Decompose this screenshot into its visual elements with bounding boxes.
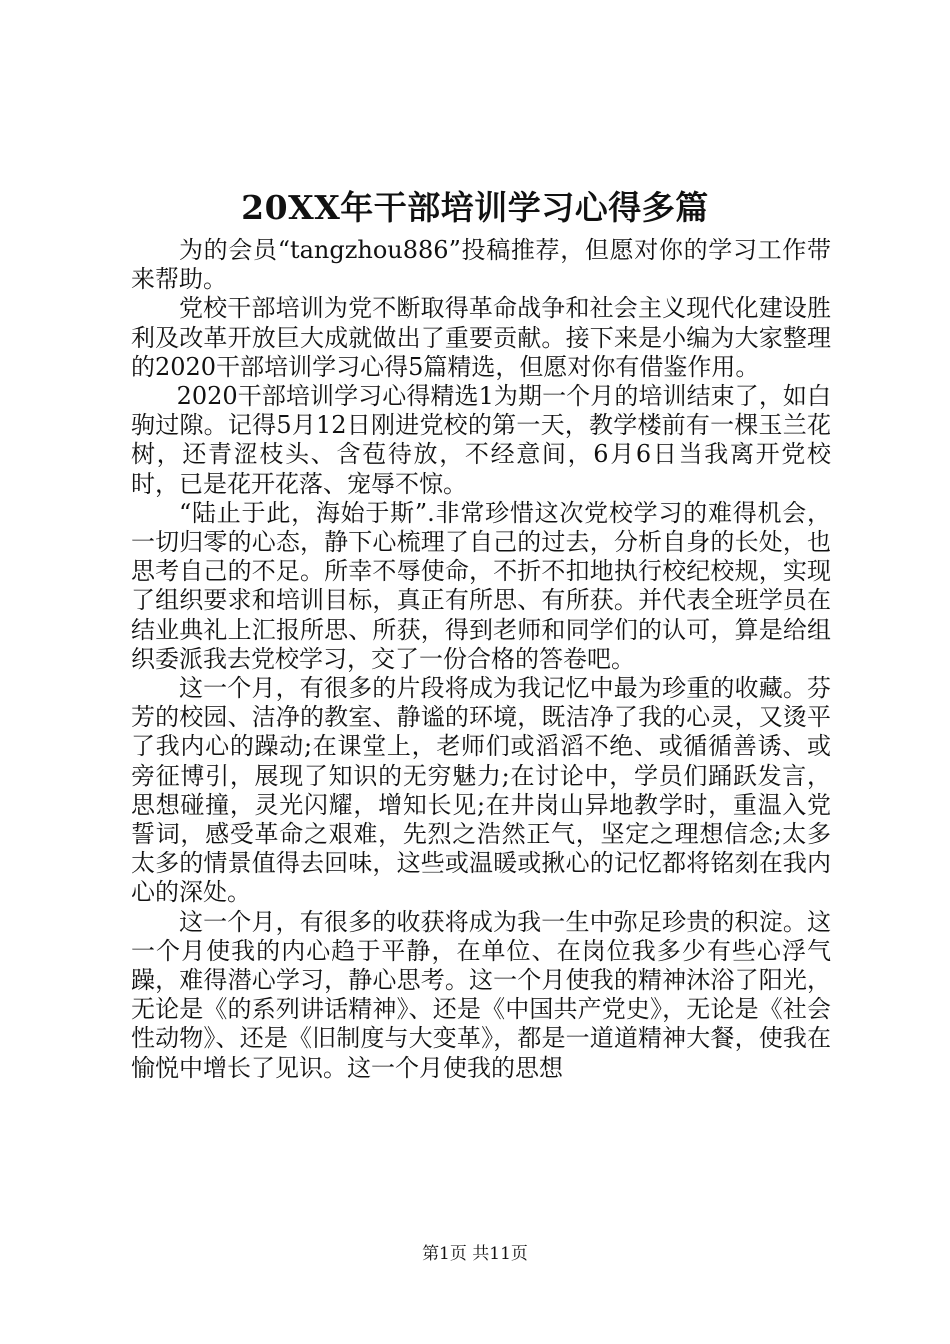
document-title: 20XX年干部培训学习心得多篇 xyxy=(241,188,709,227)
document-body xyxy=(131,236,831,1083)
paragraph-summary: 党校干部培训为党不断取得革命战争和社会主义现代化建设胜利及改革开放巨大成就做出了重要贡献。接下来是小编为大家整理的2020干部培训学习心得5篇精选，但愿对你有借鉴作用。 xyxy=(131,294,831,381)
paragraph-quote: “陆止于此，海始于斯”.非常珍惜这次党校学习的难得机会，一切归零的心态，静下心梳理了自己的过去，分析自身的长处，也思考自己的不足。所幸不辱使命，不折不扣地执行校纪校规，实现了组织要求和培训目标，真正有所思、有所获。并代表全班学员在结业典礼上汇报所思、所获，得到老师和同学们的认可，算是给组织委派我去党校学习，交了一份合格的答卷吧。 xyxy=(131,498,831,673)
page-footer: 第1页 共11页 xyxy=(422,1244,528,1264)
paragraph-essay-1-opening: 2020干部培训学习心得精选1为期一个月的培训结束了，如白驹过隙。记得5月12日刚进党校的第一天，教学楼前有一棵玉兰花树，还青涩枝头、含苞待放，不经意间，6月6日当我离开党校时，已是花开花落、宠辱不惊。 xyxy=(131,382,831,498)
paragraph-intro: 为的会员“tangzhou886”投稿推荐，但愿对你的学习工作带来帮助。 xyxy=(131,236,831,294)
paragraph-memories: 这一个月，有很多的片段将成为我记忆中最为珍重的收藏。芬芳的校园、洁净的教室、静谧的环境，既洁净了我的心灵，又烫平了我内心的躁动;在课堂上，老师们或滔滔不绝、或循循善诱、或旁征博引，展现了知识的无穷魅力;在讨论中，学员们踊跃发言，思想碰撞，灵光闪耀，增知长见;在井岗山异地教学时，重温入党誓词，感受革命之艰难，先烈之浩然正气，坚定之理想信念;太多太多的情景值得去回味，这些或温暖或揪心的记忆都将铭刻在我内心的深处。 xyxy=(131,674,831,907)
paragraph-gains: 这一个月，有很多的收获将成为我一生中弥足珍贵的积淀。这一个月使我的内心趋于平静，在单位、在岗位我多少有些心浮气躁，难得潜心学习，静心思考。这一个月使我的精神沐浴了阳光，无论是《的系列讲话精神》、还是《中国共产党史》，无论是《社会性动物》、还是《旧制度与大变革》，都是一道道精神大餐，使我在愉悦中增长了见识。这一个月使我的思想 xyxy=(131,907,831,1082)
